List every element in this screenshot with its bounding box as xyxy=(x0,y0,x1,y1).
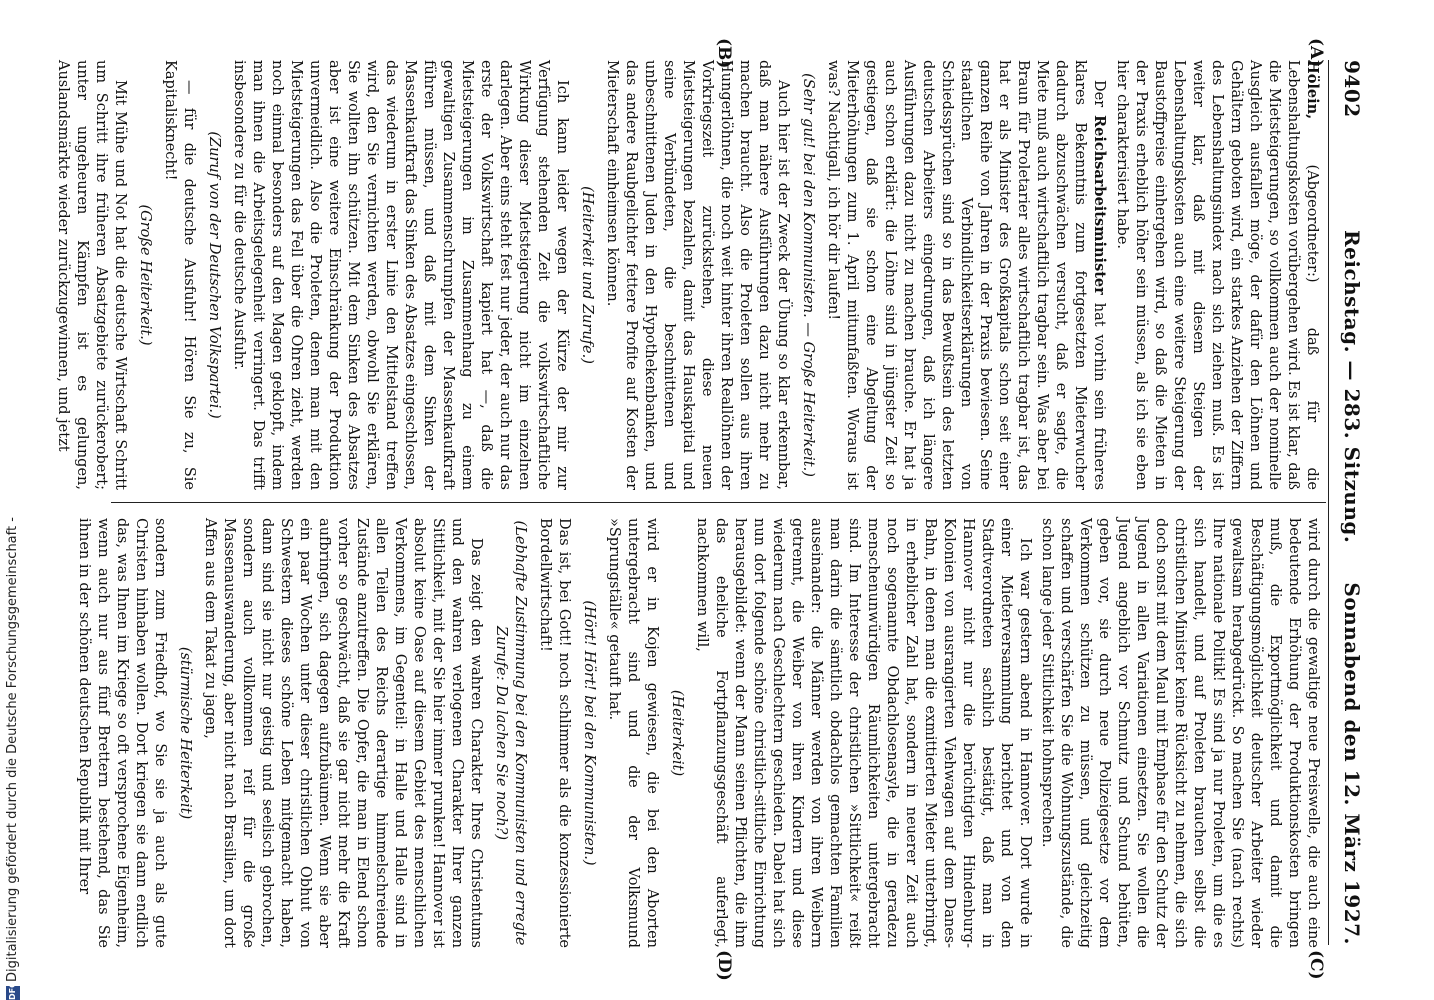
stage-direction: (stürmische Heiterkeit) xyxy=(177,646,193,820)
running-title: Reichstag. — 283. Sitzung. xyxy=(1340,230,1364,544)
stage-direction: (Heiterkeit und Zurufe.) xyxy=(579,186,595,364)
margin-marker-a: (A) xyxy=(1306,38,1326,68)
stage-direction: (Lebhafte Zustimmung bei den Kommunisten und erregte Zurufe: Da lachen Sie noch?) xyxy=(493,520,528,946)
stage-direction: (Hört! Hört! bei den Kommunisten.) xyxy=(581,600,597,866)
paragraph: sondern zum Friedhof, wo Sie sie ja auch als gute Christen hinhaben wollen. Dort kriegen sie dann endlich das, was Ihnen im Kriege so oft versprochene Eigenheim, wenn auch nur aus fünf Brettern bestehend, das Sie ihnen in der schönen deutschen Republik mit Ihrer xyxy=(76,518,168,948)
paragraph: Hölein, (Abgeordneter:) daß für die Lebenshaltungskosten vorübergehen wird. Es ist klar, daß die Mietsteigerungen, so vollkommen auch der nominelle Ausgleich ausfallen möge, der dafür den Löhnen und Gehältern geboten wird, ein starkes Anziehen der Ziffern des Lebenshaltungsindex nach sich ziehen muß. Es ist weiter klar, daß mit diesem Steigen der Lebenshaltungskosten auch eine weitere Steigerung der Baustoffpreise einhergehen wird, so daß die Mieten in der Praxis erheblich höher sein müssen, als ich sie eben hier charakterisiert habe. xyxy=(1114,60,1321,490)
paragraph: Auch hier ist der Zweck der Übung so klar erkennbar, daß man nähere Ausführungen dazu nicht mehr zu machen braucht. Also die Proleten sollen aus ihren Hungerlöhnen, die noch weit hinter ihren Reallöhnen der Vorkriegszeit zurückstehen, diese neuen Mietsteigerungen bezahlen, damit das Hauskapital und seine Verbündeten, die beschnittenen und unbeschnittenen Juden in den Hypothekenbanken, und das andere Raubgelichter fettere Profite auf Kosten der Mieterschaft einheimsen können. xyxy=(604,60,791,490)
right-column xyxy=(71,518,1322,948)
stage-direction: (Große Heiterkeit.) xyxy=(137,204,153,346)
stage-direction: (Heiterkeit) xyxy=(669,689,685,777)
paragraph: Das zeigt den wahren Charakter Ihres Christentums und den wahren verlogenen Charakter Ihrer ganzen Sittlichkeit, mit der Sie hier immer prunken! Hannover ist absolut keine Oase auf diesem Gebiet des menschlichen Verkommens, im Gegenteil: in Halle und Halle sind in allen Teilen des Reichs derartige himmelschreiende Zustände anzutreffen. Die Opfer, die man in Elend schon vorher so geschwächt, daß sie gar nicht mehr die Kraft aufbringen, sich dagegen aufzubäumen. Wenn sie aber ein paar Wochen unter dieser christlichen Obhut von Schwestern dieses schöne Leben mitgemacht haben, dann sind sie nicht nur geistig und seelisch gebrochen, sondern auch vollkommen reif für die große Massenauswanderung, aber nicht nach Brasilien, um dort Affen aus dem Takat zu jagen, xyxy=(202,518,484,948)
speaker-role: Abgeordneter: xyxy=(1304,170,1320,277)
paragraph: Der Reichsarbeitsminister hat vorhin sein früheres klares Bekenntnis zum fortgesetzten Mieterwucher dadurch abzuschwächen versucht, daß er sagte, die Miete muß auch wirtschaftlich tragbar sein. Was aber bei Braun für Proletarier alles wirtschaftlich tragbar ist, das hat er als Minister des Großkapitals schon seit einer ganzen Reihe von Jahren in der Praxis bewiesen. Seine staatlichen Verbindlichkeitserklärungen von Schiedssprüchen sind so in das Bewußtsein des letzten deutschen Arbeiters eingedrungen, daß ich längere Ausführungen dazu nicht zu machen brauche. Er hat ja auch schon erklärt: die Löhne sind in jüngster Zeit so gestiegen, daß sie schon eine Abgeltung der Mieterhöhungen zum 1. April mitumfaßten. Woraus ist was? Nachtigall, ich hör dir laufen! xyxy=(825,60,1108,491)
page-number: 9402 xyxy=(1340,60,1364,118)
dfg-logo: DFG xyxy=(6,986,20,1000)
paragraph: wird er in Kojen gewiesen, die bei den Aborten untergebracht sind und die der Volksmund »Sprungställe« getauft hat. xyxy=(606,518,660,948)
column-divider xyxy=(111,502,1326,503)
paragraph: Ich kann leider wegen der Kürze der mir zur Verfügung stehenden Zeit die volkswirtschaftliche Wirkung dieser Mietsteigerung nicht im einzelnen darlegen. Aber eins steht fest nur jeder, der auch nur das erste der Volkswirtschaft kapiert hat —, daß die Mietsteigerungen im Zusammenhang zu einem gewaltigen Zusammenschrumpfen der Massenkaufkraft führen müssen, und daß mit dem Sinken der Massenkaufkraft das Sinken des Absatzes eingeschlossen, das wiederum in erster Linie den Mittelstand treffen wird, den Sie vernichten werden, obwohl Sie erklären, Sie wollten ihn schützen. Mit dem Sinken des Absatzes aber ist eine weitere Einschränkung der Produktion unvermeidlich. Also die Proleten, denen man mit den Mietsteigerungen das Fell über die Ohren zieht, werden noch einmal besonders auf den Magen geklopft, indem man ihnen die Arbeitsgelegenheit verringert. Das trifft insbesondere zu für die deutsche Ausfuhr. xyxy=(231,60,570,490)
digitization-credit xyxy=(0,0,26,1000)
speaker-name: Hölein, xyxy=(1304,60,1321,120)
page-header xyxy=(1334,60,1364,945)
left-column xyxy=(50,60,1322,490)
credit-text: Digitalisierung gefördert durch die Deutsche Forschungsgemeinschaft - xyxy=(5,517,20,982)
stage-direction: (Zuruf von der Deutschen Volkspartei.) xyxy=(206,131,222,419)
stage-direction: (Sehr gut! bei den Kommunisten. — Große Heiterkeit.) xyxy=(800,73,816,477)
paragraph: Das ist, bei Gott! noch schlimmer als die konzessionierte Bordellwirtschaft! xyxy=(537,518,572,948)
margin-marker-d: (D) xyxy=(714,950,734,981)
paragraph: Ich war gestern abend in Hannover. Dort wurde in einer Mieterversammlung berichtet und von den Stadtverordneten sachlich bestätigt, daß man in Hannover nicht nur die berüchtigten Hindenburg-Kolonien von ausrangierten Viehwagen auf dem Danes-Bahn, in denen man die exmittierten Mieter unterbringt, in erheblicher Zahl hat, sondern in neuerer Zeit auch noch sogenannte Obdachlosenasyle, die in geradezu menschenunwürdigen Räumlichkeiten untergebracht sind. Im Interesse der christlichen »Sittlichkeit« reißt man darin die sämtlich obdachlos gemachten Familien auseinander: die Männer werden von ihren Weibern getrennt, die Weiber von ihren Kindern und diese wiederum nach Geschlechtern geschieden. Dabei hat sich nun dort folgende schöne christlich-sittliche Einrichtung herausgebildet: wenn der Mann seinen Pflichten, die ihm das eheliche Fortpflanzungsgeschäft auferlegt, nachkommen will, xyxy=(694,518,1033,948)
session-date: Sonnabend den 12. März 1927. xyxy=(1340,582,1364,945)
margin-marker-c: (C) xyxy=(1306,950,1326,980)
paragraph: wird durch die gewaltige neue Preiswelle, die auch eine bedeutende Erhöhung der Produktionskosten bringen muß, die Exportmöglichkeit und damit die Beschäftigungsmöglichkeit deutscher Arbeiter wieder gewaltsam herabgedrückt. So machen Sie (nach rechts) Ihre nationale Politik! Es sind ja nur Proleten, um die es sich handelt, und auf Proleten brauchen selbst die christlichen Minister keine Rücksicht zu nehmen, die sich doch sonst mit dem Maul mit Emphase für den Schutz der Jugend in allen Variationen einsetzen. Sie wollen die Jugend angeblich vor Schmutz und Schund behüten, geben vor, sie durch neue Polizeigesetze vor dem Verkommen schützen zu müssen, und gleichzeitig schaffen und verschärfen Sie die Wohnungszustände, die schon lange jeder Sittlichkeit hohnsprechen. xyxy=(1039,518,1321,948)
header-rule xyxy=(1328,60,1329,945)
margin-marker-b: (B) xyxy=(714,38,734,69)
paragraph: Mit Mühe und Not hat die deutsche Wirtschaft Schritt um Schritt ihre früheren Absatzgebiete zurückerobert; unter ungeheuren Kämpfen ist es gelungen, Auslandsmärkte wieder zurückzugewinnen, und jetzt xyxy=(55,60,128,490)
paragraph: — für die deutsche Ausfuhr! Hören Sie zu, Sie Kapitalisknecht! xyxy=(162,60,197,490)
